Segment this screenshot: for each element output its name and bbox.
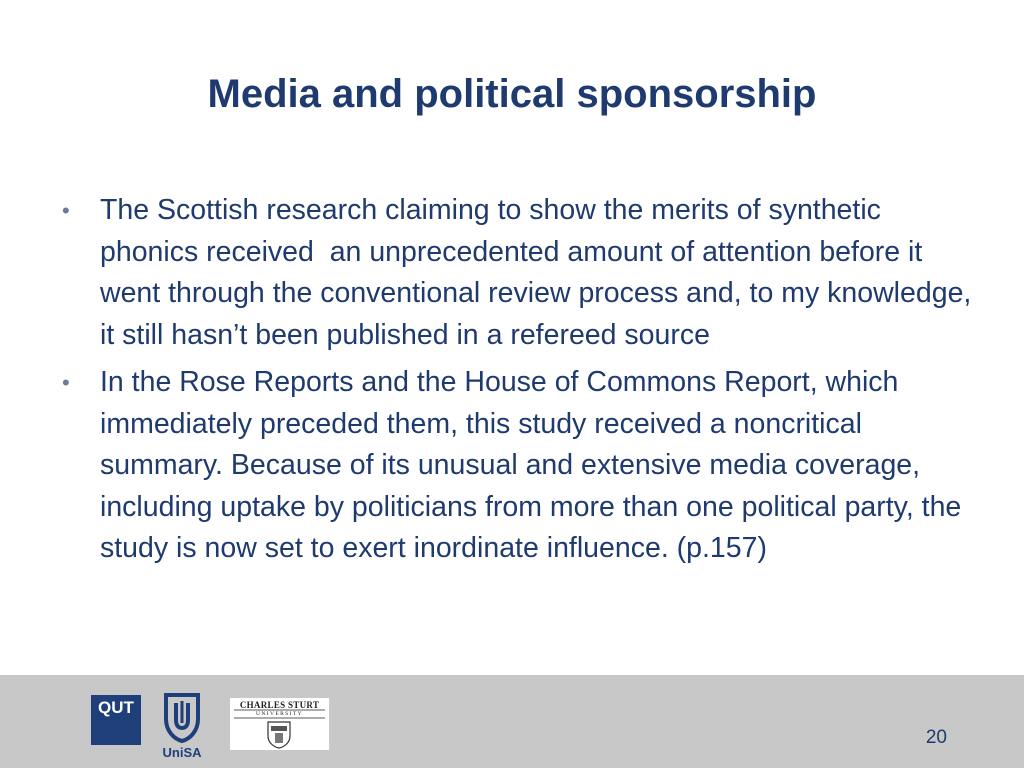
- csu-crest-icon: [230, 698, 329, 750]
- bullet-dot-icon: •: [62, 198, 70, 223]
- bullet-dot-icon: •: [62, 370, 70, 395]
- bullet-item: [60, 190, 980, 356]
- bullet-text: The Scottish research claiming to show the merits of synthetic phonics received an unprecedented amount of attention before it went through the conventional review process and, to my knowledge, it still hasn’t been published in a refereed source: [100, 194, 972, 351]
- bullet-item: [60, 362, 980, 570]
- charles-sturt-logo: [230, 698, 329, 750]
- bullet-list: [60, 190, 980, 576]
- page-number: 20: [925, 727, 947, 748]
- footer-bar: [0, 675, 1024, 768]
- slide-title: Media and political sponsorship: [207, 72, 817, 116]
- qut-logo: QUT: [91, 695, 141, 745]
- csu-sub: UNIVERSITY: [256, 711, 303, 717]
- unisa-logo: [160, 693, 204, 763]
- unisa-shield-icon: [160, 693, 204, 743]
- bullet-text: In the Rose Reports and the House of Commons Report, which immediately preceded them, this study received a noncritical summary. Because of its unusual and extensive media coverage, including uptake by politicians from more than one political party, the study is now set to exert inordinate influence. (p.157): [100, 366, 962, 564]
- unisa-wordmark: UniSA: [162, 745, 202, 760]
- csu-name: CHARLES STURT: [239, 700, 320, 710]
